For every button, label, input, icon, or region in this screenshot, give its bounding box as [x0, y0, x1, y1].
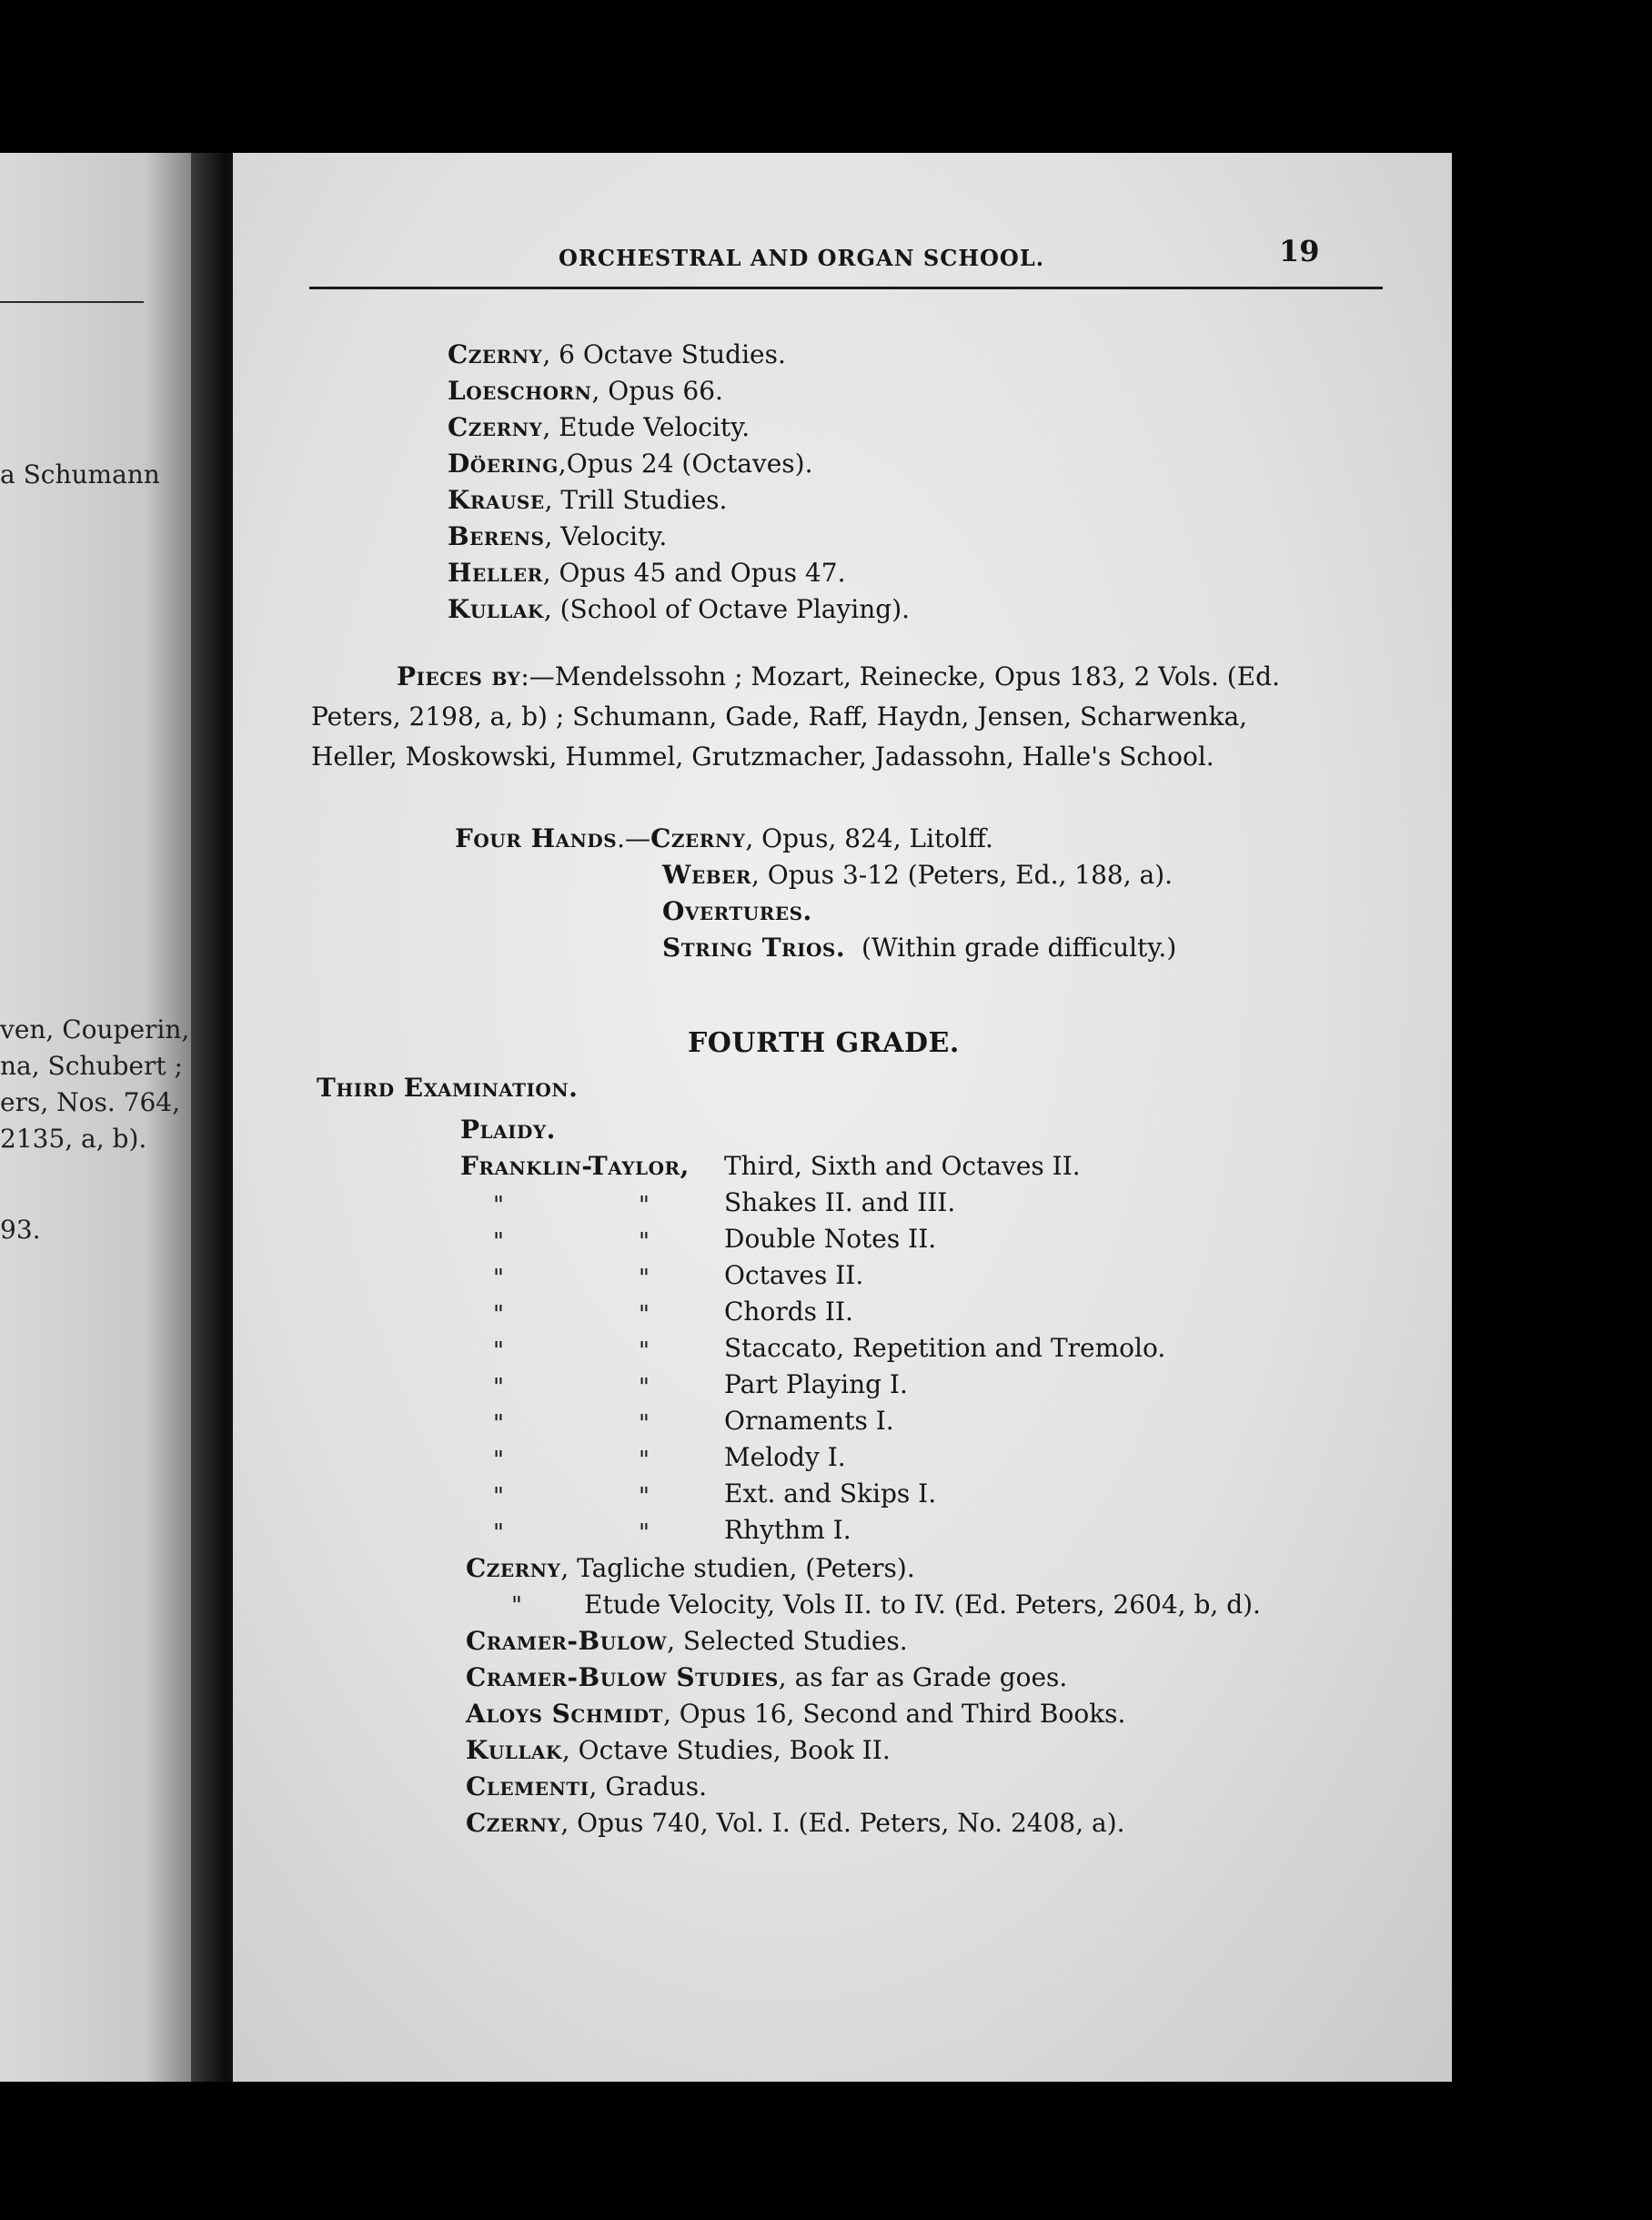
left-page-rule [0, 301, 144, 303]
composer-name: Kullak [448, 594, 544, 624]
study-line: Kullak, (School of Octave Playing). [448, 594, 911, 624]
franklin-taylor-label: Franklin-Taylor, [460, 1151, 690, 1181]
ditto-mark: " [493, 1301, 504, 1328]
running-head: ORCHESTRAL AND ORGAN SCHOOL. [559, 245, 1045, 271]
study-line: Czerny, Etude Velocity. [448, 412, 750, 442]
composer-name: Kullak [466, 1735, 562, 1765]
composer-name: Krause [448, 485, 545, 515]
franklin-taylor-item: Rhythm I. [724, 1515, 851, 1545]
franklin-taylor-item: Ornaments I. [724, 1406, 894, 1436]
four-hands-label: Four Hands [455, 823, 618, 853]
ditto-mark: " [493, 1228, 504, 1256]
franklin-taylor-item: Chords II. [724, 1297, 853, 1327]
study-line: Czerny, Opus 740, Vol. I. (Ed. Peters, No. 2408, a). [466, 1808, 1125, 1838]
ditto-mark: " [493, 1192, 504, 1219]
study-line: Cramer-Bulow, Selected Studies. [466, 1626, 908, 1656]
study-line: Aloys Schmidt, Opus 16, Second and Third Books. [466, 1699, 1126, 1729]
four-hands-line: Four Hands.—Czerny, Opus, 824, Litolff. [455, 823, 993, 853]
composer-name: Loeschorn [448, 376, 592, 406]
ditto-mark: " [493, 1265, 504, 1292]
ditto-mark: " [639, 1228, 650, 1256]
ditto-mark: " [639, 1374, 650, 1401]
left-page-fragment: 2135, a, b). [0, 1124, 147, 1154]
franklin-taylor-item: Ext. and Skips I. [724, 1478, 937, 1509]
study-line: Kullak, Octave Studies, Book II. [466, 1735, 891, 1765]
composer-name: Czerny [466, 1808, 561, 1838]
ditto-mark: " [493, 1410, 504, 1438]
franklin-taylor-item: Melody I. [724, 1442, 846, 1472]
pieces-line: Heller, Moskowski, Hummel, Grutzmacher, Jadassohn, Halle's School. [311, 742, 1214, 772]
ditto-mark: " [639, 1301, 650, 1328]
header-rule [309, 287, 1383, 289]
ditto-mark: " [639, 1447, 650, 1474]
study-line: Heller, Opus 45 and Opus 47. [448, 558, 846, 588]
franklin-taylor-item: Staccato, Repetition and Tremolo. [724, 1333, 1166, 1363]
overtures-line: Overtures. [662, 896, 812, 926]
study-line: Berens, Velocity. [448, 521, 668, 551]
composer-name: Czerny [448, 412, 543, 442]
page-number: 19 [1279, 234, 1320, 268]
ditto-mark: " [639, 1265, 650, 1292]
composer-name: Heller [448, 558, 543, 588]
ditto-mark: " [639, 1337, 650, 1365]
ditto-mark: " [639, 1519, 650, 1547]
left-page-fragment: na, Schubert ; [0, 1051, 183, 1081]
plaidy-line: Plaidy. [460, 1115, 556, 1145]
string-trios-line: String Trios. (Within grade difficulty.) [662, 933, 1177, 963]
composer-name: Cramer-Bulow [466, 1626, 668, 1656]
study-line: Döering,Opus 24 (Octaves). [448, 449, 813, 479]
composer-name: Czerny [466, 1553, 561, 1583]
study-line: Clementi, Gradus. [466, 1771, 707, 1801]
franklin-taylor-item: Third, Sixth and Octaves II. [724, 1151, 1081, 1181]
left-page-fragment: ven, Couperin, [0, 1014, 190, 1044]
pieces-label: Pieces by [397, 661, 521, 691]
franklin-taylor-item: Shakes II. and III. [724, 1187, 956, 1217]
ditto-mark: " [639, 1192, 650, 1219]
study-line: Krause, Trill Studies. [448, 485, 728, 515]
composer-name: Cramer-Bulow Studies [466, 1662, 779, 1692]
ditto-mark: " [493, 1337, 504, 1365]
four-hands-line: Weber, Opus 3-12 (Peters, Ed., 188, a). [662, 860, 1174, 890]
left-page-fragment: a Schumann [0, 459, 160, 489]
right-page [233, 153, 1452, 2082]
study-line: Loeschorn, Opus 66. [448, 376, 723, 406]
franklin-taylor-item: Part Playing I. [724, 1369, 908, 1399]
pieces-line: Pieces by:—Mendelssohn ; Mozart, Reinecke, Opus 183, 2 Vols. (Ed. [397, 661, 1280, 691]
left-page-fragment: ers, Nos. 764, [0, 1087, 180, 1117]
ditto-mark: " [493, 1374, 504, 1401]
left-page-fragment: 93. [0, 1215, 41, 1245]
ditto-mark: " [493, 1447, 504, 1474]
left-page [0, 153, 207, 2082]
composer-name: Döering [448, 449, 559, 479]
composer-name: Clementi [466, 1771, 589, 1801]
ditto-mark: " [493, 1519, 504, 1547]
composer-name: Berens [448, 521, 545, 551]
study-line: Etude Velocity, Vols II. to IV. (Ed. Peters, 2604, b, d). [584, 1589, 1261, 1620]
franklin-taylor-item: Double Notes II. [724, 1224, 937, 1254]
section-title: FOURTH GRADE. [688, 1027, 960, 1059]
exam-label: Third Examination. [317, 1073, 579, 1103]
composer-name: Aloys Schmidt [466, 1699, 663, 1729]
ditto-mark: " [639, 1410, 650, 1438]
franklin-taylor-item: Octaves II. [724, 1260, 864, 1290]
pieces-line: Peters, 2198, a, b) ; Schumann, Gade, Raff, Haydn, Jensen, Scharwenka, [311, 701, 1248, 732]
ditto-mark: " [511, 1592, 522, 1620]
ditto-mark: " [493, 1483, 504, 1510]
study-line: Cramer-Bulow Studies, as far as Grade goes. [466, 1662, 1068, 1692]
study-line: Czerny, Tagliche studien, (Peters). [466, 1553, 915, 1583]
ditto-mark: " [639, 1483, 650, 1510]
study-line: Czerny, 6 Octave Studies. [448, 339, 786, 369]
composer-name: Czerny [448, 339, 543, 369]
